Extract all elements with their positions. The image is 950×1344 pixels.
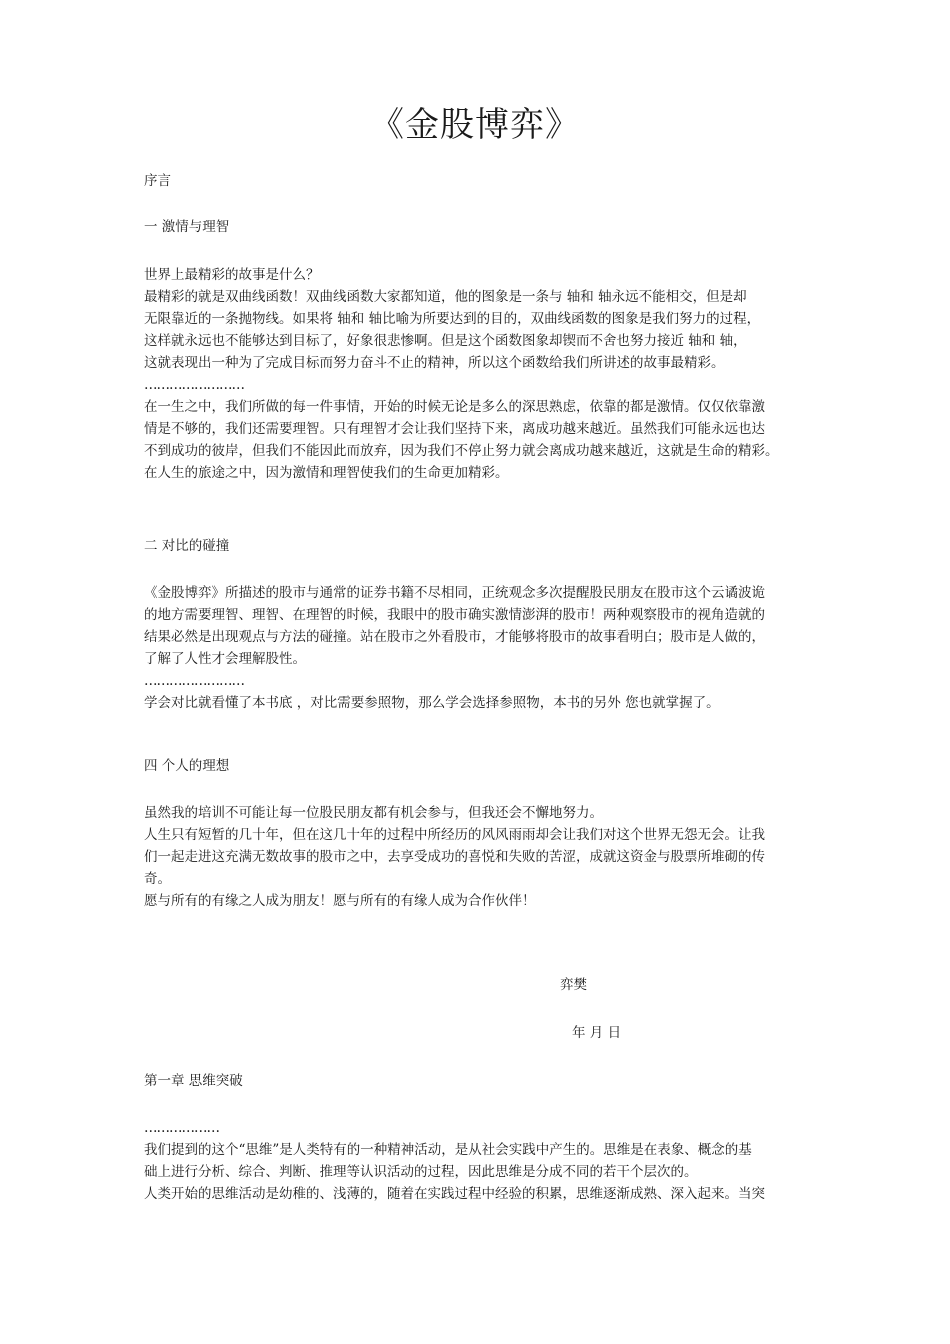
preface-label: [144, 170, 808, 192]
paragraph-line: 世界上最精彩的故事是什么？: [144, 267, 320, 283]
section-4-body: [144, 802, 808, 912]
preface-heading: 序言: [144, 173, 171, 189]
section-2: [144, 535, 808, 557]
paragraph-line: 最精彩的就是双曲线函数！双曲线函数大家都知道，他的图象是一条与 轴和 轴永远不能相交，但是却: [144, 289, 747, 305]
paragraph-line: 的地方需要理智、理智、在理智的时候，我眼中的股市确实激情澎湃的股市！两种观察股市的视角造就的: [144, 607, 765, 623]
paragraph-line: 学会对比就看懂了本书底 ，对比需要参照物，那么学会选择参照物，本书的另外 您也就掌握了。: [144, 695, 720, 711]
section-4-heading: 四 个人的理想: [144, 758, 230, 774]
ellipsis-separator: ……………………: [144, 377, 244, 393]
paragraph-line: 结果必然是出现观点与方法的碰撞。站在股市之外看股市，才能够将股市的故事看明白；股市是人做的，: [144, 629, 765, 645]
chapter-1: [144, 1070, 808, 1092]
chapter-1-body: [144, 1117, 808, 1205]
paragraph-line: 这就表现出一种为了完成目标而努力奋斗不止的精神，所以这个函数给我们所讲述的故事最精彩。: [144, 355, 725, 371]
paragraph-line: 无限靠近的一条抛物线。如果将 轴和 轴比喻为所要达到的目的，双曲线函数的图象是我们努力的过程，: [144, 311, 761, 327]
ellipsis-separator: ……………………: [144, 673, 244, 689]
ellipsis-separator: ………………: [144, 1120, 219, 1136]
paragraph-line: 虽然我的培训不可能让每一位股民朋友都有机会参与，但我还会不懈地努力。: [144, 805, 603, 821]
chapter-1-heading: 第一章 思维突破: [144, 1073, 243, 1089]
paragraph-line: 在一生之中，我们所做的每一件事情，开始的时候无论是多么的深思熟虑，依靠的都是激情。仅仅依靠激: [144, 399, 765, 415]
book-title: 《金股博弈》: [370, 105, 580, 145]
paragraph-line: 不到成功的彼岸，但我们不能因此而放弃，因为我们不停止努力就会离成功越来越近，这就是生命的精彩。: [144, 443, 779, 459]
paragraph-line: 愿与所有的有缘之人成为朋友！愿与所有的有缘人成为合作伙伴！: [144, 893, 536, 909]
paragraph-line: 我们提到的这个“思维”是人类特有的一种精神活动，是从社会实践中产生的。思维是在表象、概念的基: [144, 1142, 752, 1158]
paragraph-line: 础上进行分析、综合、判断、推理等认识活动的过程，因此思维是分成不同的若干个层次的。: [144, 1164, 698, 1180]
paragraph-line: 人生只有短暂的几十年，但在这几十年的过程中所经历的风风雨雨却会让我们对这个世界无怨无会。让我: [144, 827, 765, 843]
paragraph-line: 在人生的旅途之中，因为激情和理智使我们的生命更加精彩。: [144, 465, 509, 481]
section-1-body: [144, 264, 808, 484]
section-2-body: [144, 582, 808, 714]
section-4: [144, 755, 808, 777]
paragraph-line: 这样就永远也不能够达到目标了，好象很悲惨啊。但是这个函数图象却锲而不舍也努力接近 轴和 轴，: [144, 333, 747, 349]
paragraph-line: 了解了人性才会理解股性。: [144, 651, 306, 667]
signature-name: 弈樊: [560, 977, 587, 993]
section-2-heading: 二 对比的碰撞: [144, 538, 230, 554]
paragraph-line: 们一起走进这充满无数故事的股市之中，去享受成功的喜悦和失败的苦涩，成就这资金与股票所堆砌的传: [144, 849, 765, 865]
section-1: [144, 216, 808, 238]
paragraph-line: 奇。: [144, 871, 171, 887]
paragraph-line: 《金股博弈》所描述的股市与通常的证券书籍不尽相同，正统观念多次提醒股民朋友在股市这个云谲波诡: [144, 585, 765, 601]
signature-date: 年 月 日: [572, 1025, 622, 1041]
paragraph-line: 人类开始的思维活动是幼稚的、浅薄的，随着在实践过程中经验的积累，思维逐渐成熟、深入起来。当突: [144, 1186, 765, 1202]
paragraph-line: 情是不够的，我们还需要理智。只有理智才会让我们坚持下来，离成功越来越近。虽然我们可能永远也达: [144, 421, 765, 437]
section-1-heading: 一 激情与理智: [144, 219, 230, 235]
